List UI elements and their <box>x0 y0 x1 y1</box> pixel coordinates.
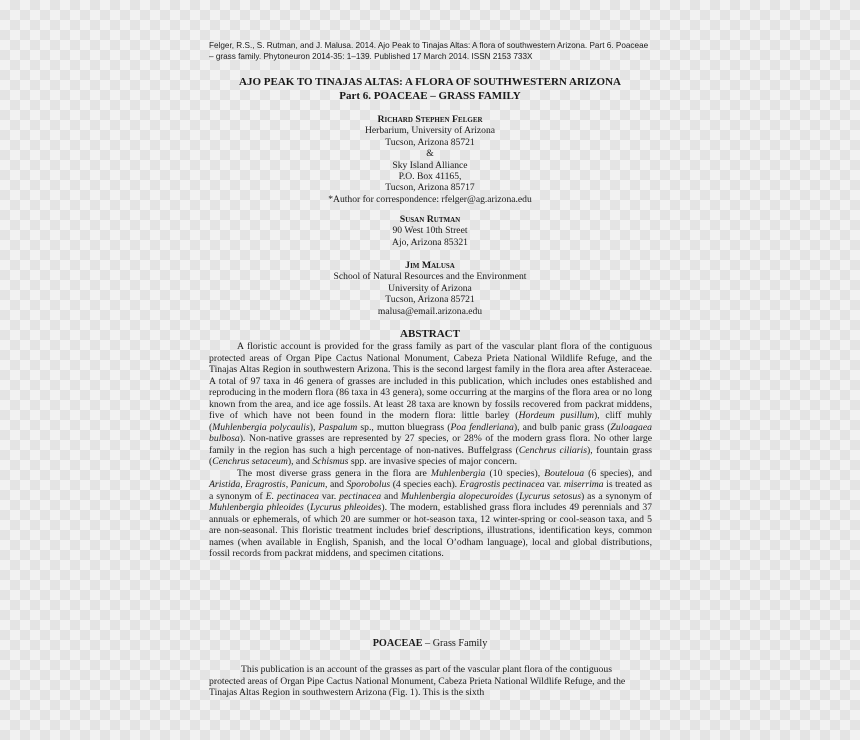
author-name: Jim Malusa <box>405 260 455 271</box>
affiliation-line: Herbarium, University of Arizona <box>364 125 495 137</box>
author-name: Susan Rutman <box>399 214 461 225</box>
affiliation-line: 90 West 10th Street <box>392 225 468 237</box>
affiliation-line: malusa@email.arizona.edu <box>377 305 483 317</box>
affiliation-line: Tucson, Arizona 85721 <box>385 294 475 306</box>
abstract-paragraph-1: A floristic account is provided for the grass family as part of the vascular plant flora of the contiguous protected areas of Organ Pipe Cactus National Monument, Cabeza Prieta National Wildlife Refuge, and the Tinajas Altas Region in southwestern Arizona. This is the second largest family in the flora area after Asteraceae. A total of 97 taxa in 46 genera of grasses are included in this publication, which includes ones established and reproducing in the modern flora (86 taxa in 43 genera), some occurring at the margins of the flora area or no long known from the area, and ice age fossils. At least 28 taxa are known by fossils recovered from packrat middens, five of which have not been found in the modern flora: little barley (Hordeum pusillum), cliff muhly (Muhlenbergia polycaulis), Paspalum sp., mutton bluegrass (Poa fendleriana), and bulb panic grass (Zuloagaea bulbosa). Non-native grasses are represented by 27 species, or 28% of the modern grass flora. No other large family in the region has such a high percentage of non-natives. Buffelgrass (Cenchrus ciliaris), fountain grass (Cenchrus setaceum), and Schismus spp. are invasive species of major concern. <box>209 341 652 467</box>
affiliation-line: P.O. Box 41165, <box>398 171 462 183</box>
author-block-3 <box>180 260 680 317</box>
affiliation-line: School of Natural Resources and the Environment <box>333 271 527 283</box>
section-family-common: – Grass Family <box>422 638 488 649</box>
affiliation-line: Ajo, Arizona 85321 <box>392 236 468 248</box>
title-line-2: Part 6. POACEAE – GRASS FAMILY <box>339 89 521 102</box>
title-line-1: AJO PEAK TO TINAJAS ALTAS: A FLORA OF SOUTHWESTERN ARIZONA <box>239 76 621 88</box>
section-heading <box>180 638 680 649</box>
paper-title <box>180 76 680 103</box>
affiliation-line: Sky Island Alliance <box>392 159 468 171</box>
abstract-heading: ABSTRACT <box>400 328 460 340</box>
author-block-1 <box>180 114 680 205</box>
affiliation-line: & <box>426 148 434 160</box>
author-block-2 <box>180 214 680 248</box>
affiliation-line: Tucson, Arizona 85717 <box>385 182 475 194</box>
author-name: Richard Stephen Felger <box>377 114 483 125</box>
abstract-paragraph-2: The most diverse grass genera in the flora are Muhlenbergia (10 species), Bouteloua (6 species), and Aristida, Eragrostis, Panicum, and Sporobolus (4 species each). Eragrostis pectinacea var. miserrima is treated as a synonym of E. pectinacea var. pectinacea and Muhlenbergia alopecuroides (Lycurus setosus) as a synonym of Muhlenbergia phleoides (Lycurus phleoides). The modern, established grass flora includes 49 perennials and 37 annuals or ephemerals, of which 20 are summer or hot-season taxa, 12 winter-spring or cool-season taxa, and 5 are non-seasonal. This floristic treatment includes brief descriptions, illustrations, identification keys, common names (when available in English, Spanish, and the local O’odham language), local and global distributions, fossil records from packrat middens, and specimen citations. <box>209 467 653 559</box>
section-body-text: This publication is an account of the grasses as part of the vascular plant flora of the contiguous protected areas of Organ Pipe Cactus National Monument, Cabeza Prieta National Wildlife Refuge, and the Tinajas Altas Region in southwestern Arizona (Fig. 1). This is the sixth <box>209 664 626 698</box>
affiliation-line: Tucson, Arizona 85721 <box>385 136 475 148</box>
correspondence-email: *Author for correspondence: rfelger@ag.arizona.edu <box>328 193 532 205</box>
citation-header: Felger, R.S., S. Rutman, and J. Malusa. 2014. Ajo Peak to Tinajas Altas: A flora of southwestern Arizona. Part 6. Poaceae – grass family. Phytoneuron 2014-35: 1–139. Published 17 March 2014. ISSN 2153 733X <box>209 41 649 61</box>
affiliation-line: University of Arizona <box>388 282 472 294</box>
section-family-name: POACEAE <box>372 638 423 649</box>
abstract-body <box>209 341 652 560</box>
